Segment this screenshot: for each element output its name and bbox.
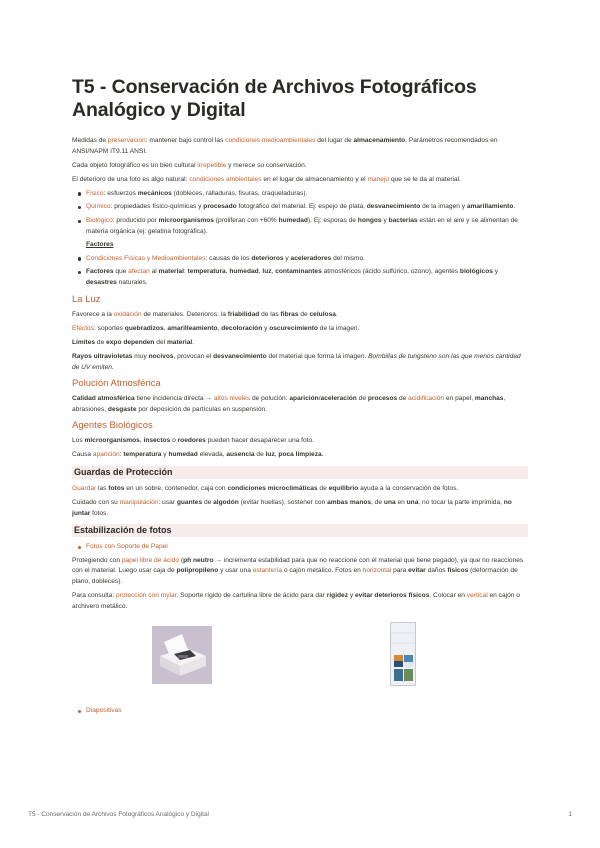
list-item-soporte-papel: Fotos con Soporte de Papel [78, 542, 528, 553]
list-item-biologico: Biológico: producido por microorganismos (proliferan con +60% humedad). Ej: esporas de hongos y bacterias están en el aire y se alimentan de materia orgánica (ej: gelatina fotográfica). [78, 216, 528, 237]
estab-list-2 [72, 706, 528, 717]
section-heading-agentes: Agentes Biológicos [72, 420, 153, 432]
page-number: 1 [568, 811, 572, 818]
list-item-diapositivas: Diapositivas [78, 706, 528, 717]
intro-paragraph-1: Medidas de preservación: mantener bajo control las condiciones medioambientales del lugar de almacenamiento. Parámetros recomendados en ANSI/NAPM IT9.11 ANSI. [72, 137, 498, 155]
intro-paragraph-3: El deterioro de una foto es algo natural: condiciones ambientales en el lugar de almacenamiento y el manejo que se le da al material. [72, 175, 461, 183]
guardas-paragraph-2: Cuidado con su manipulación: usar guantes de algodón (evitar huellas), sostener con ambas manos, de una en una, no tocar la parte imprimida, no juntar fotos. [72, 499, 512, 517]
deterioro-list [72, 189, 528, 237]
page-title: T5 - Conservación de Archivos Fotográficos Analógico y Digital [72, 76, 477, 121]
intro-paragraph-2: Cada objeto fotográfico es un bien cultural irrepetible y merece su conservación. [72, 161, 307, 169]
estab-paragraph-2: Para consulta: protección con mylar. Soporte rígido de cartulina libre de ácido para dar rigidez y evitar deterioros físicos. Colocar en vertical en cajón o archivero metálico. [72, 592, 520, 610]
factores-subheading: Factores [86, 241, 114, 249]
page-footer [28, 811, 572, 818]
luz-paragraph-3: Límites de expo dependen del material. [72, 338, 195, 346]
figure-row [72, 618, 528, 706]
page-content [72, 76, 528, 720]
agentes-paragraph-2: Causa aparición: temperatura y humedad elevada, ausencia de luz, poca limpieza. [72, 451, 324, 459]
footer-title: T5 - Conservación de Archivos Fotográficos Analógico y Digital [28, 811, 210, 818]
list-item-quimico: Químico: propiedades físico-químicas y procesado fotográfico del material. Ej: espejo de plata, desvanecimiento de la imagen y amarillamiento. [78, 202, 528, 213]
list-item-fisico: Físico: esfuerzos mecánicos (dobleces, ralladuras, fisuras, craqueladuras). [78, 189, 528, 200]
guardas-paragraph-1: Guardar las fotos en un sobre, contenedor, caja con condiciones microclimáticas de equilibrio ayuda a la conservación de fotos. [72, 484, 459, 492]
mylar-sleeve-image [390, 622, 416, 686]
agentes-paragraph-1: Los microorganismos, insectos o roedores pueden hacer desaparecer una foto. [72, 437, 314, 445]
polucion-paragraph: Calidad atmosférica tiene incidencia directa → altos niveles de polución: aparición/aceleración de procesos de acidificación en papel, manchas, abrasiones, desgaste por deposición de partículas en suspensión. [72, 395, 506, 413]
estab-list-1 [72, 542, 528, 553]
sleeve-photos-illustration [391, 623, 415, 685]
luz-paragraph-1: Favorece a la oxidación de materiales. Deterioros: la friabilidad de las fibras de celulosa. [72, 310, 338, 318]
luz-paragraph-4: Rayos ultravioletas muy nocivos, provocan el desvanecimiento del material que forma la imagen. Bombillas de tungsteno son las que menos cantidad de UV emiten. [72, 352, 521, 371]
list-item-condiciones: Condiciones Físicas y Medioambientales: causas de los deterioros y aceleradores del mismo. [78, 254, 528, 265]
section-heading-estabilizacion: Estabilización de fotos [72, 524, 528, 537]
section-heading-luz: La Luz [72, 293, 101, 305]
factores-list [72, 254, 528, 289]
storage-box-illustration [152, 626, 212, 684]
luz-paragraph-2: Efectos: soportes quebradizos, amarilleamiento, decoloración y oscurecimiento de la imagen. [72, 324, 360, 332]
estab-paragraph-1: Protegiendo con papel libre de ácido (ph neutro → incrementa estabilidad para que no reaccione con el material que tiene pegado), ya que no reacciones con el material. Luego usar caja de polipropileno y usar una estantería o cajón metálico. Fotos en horizontal para evitar daños físicos (deformación de plano, dobleces). [72, 556, 524, 586]
photo-storage-box-image [152, 626, 212, 684]
section-heading-polucion: Polución Atmosférica [72, 378, 161, 390]
list-item-factores: Factores que afectan al material: temperatura, humedad, luz, contaminantes atmosféricos (ácido sulfúrico, ozono), agentes biológicos y desastres naturales. [78, 267, 528, 288]
section-heading-guardas: Guardas de Protección [72, 466, 528, 479]
